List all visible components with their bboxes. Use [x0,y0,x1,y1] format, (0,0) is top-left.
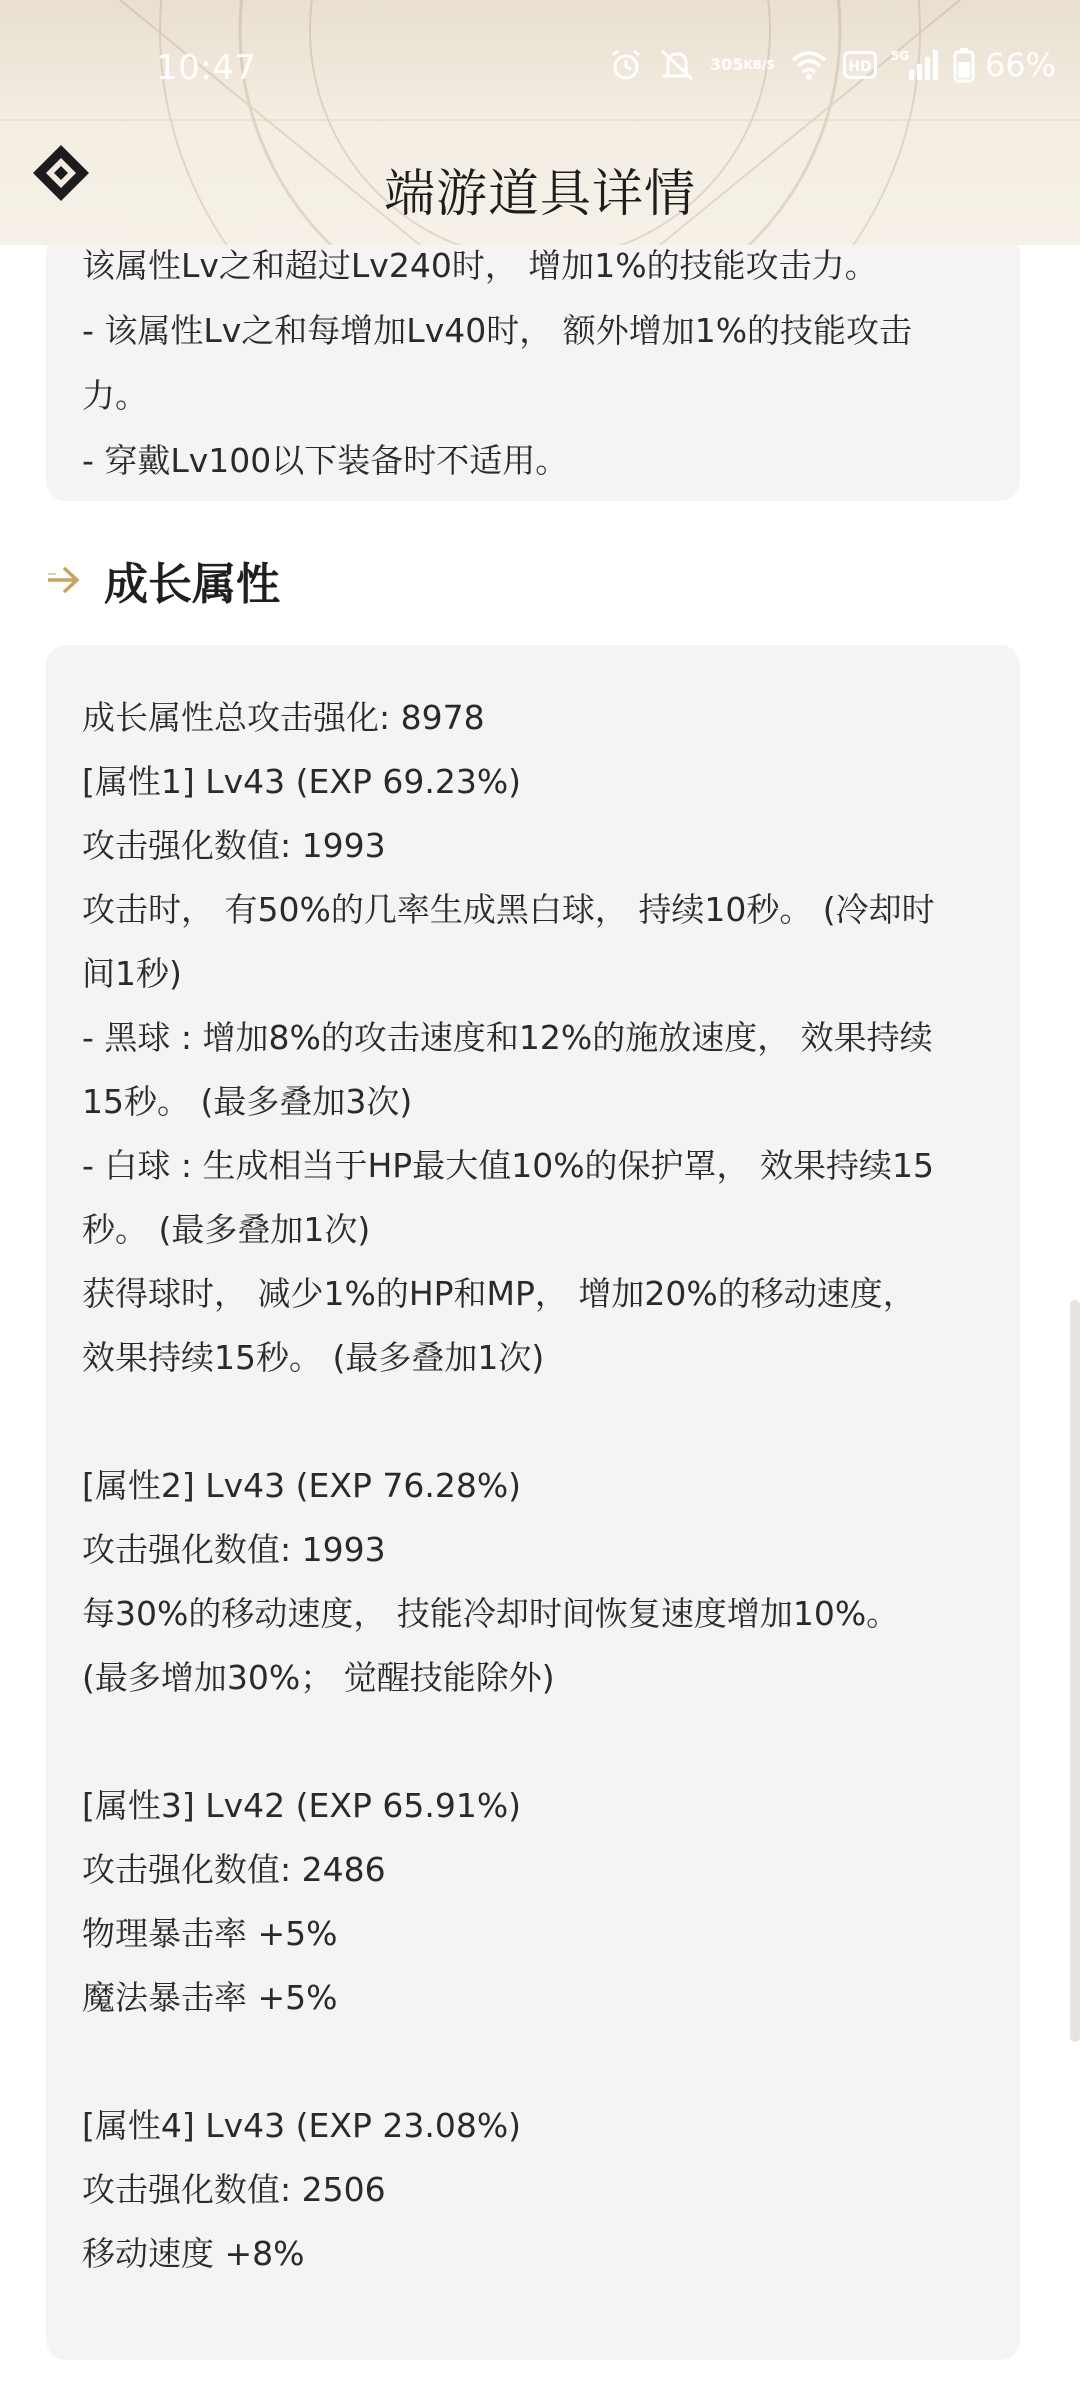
app-header [0,108,1080,245]
text-line: 力。 [82,376,148,415]
top-info-card [46,245,1020,501]
text-line: 间1秒) [82,954,182,993]
status-bar [0,0,1080,108]
arrow-right-icon [46,563,84,597]
text-line: 攻击强化数值: 2486 [82,1850,386,1889]
text-line: 移动速度 +8% [82,2234,305,2273]
status-icons [608,46,1056,84]
network-speed-unit: KB/S [743,57,775,72]
top-card-lines [82,245,982,493]
text-line: 获得球时， 减少1%的HP和MP， 增加20%的移动速度， [82,1274,916,1313]
text-line: 15秒。 (最多叠加3次) [82,1082,413,1121]
section-title: 成长属性 [104,559,280,610]
blank-line [82,2030,1002,2094]
scrollbar[interactable] [1070,1300,1080,2042]
mute-icon [658,47,696,83]
text-line: 成长属性总攻击强化: 8978 [82,698,485,737]
battery-icon [953,47,975,83]
text-line: [属性2] Lv43 (EXP 76.28%) [82,1466,522,1505]
signal-icon [891,48,939,82]
text-line: 该属性Lv之和超过Lv240时， 增加1%的技能攻击力。 [82,246,878,285]
wifi-icon [789,48,829,82]
detail-content[interactable] [0,245,1080,2400]
text-line: 攻击强化数值: 1993 [82,1530,386,1569]
text-line: - 穿戴Lv100以下装备时不适用。 [82,441,569,480]
hd-icon [843,51,877,79]
alarm-icon [608,47,644,83]
hd-label: HD [848,59,872,75]
text-line: 攻击时， 有50%的几率生成黑白球， 持续10秒。 (冷却时 [82,890,935,929]
network-label: 5G [890,49,910,63]
page-title: 端游道具详情 [383,165,696,224]
network-speed [710,57,775,73]
network-speed-value: 305 [709,55,744,74]
status-time: 10:47 [156,48,257,88]
text-line: 攻击强化数值: 2506 [82,2170,386,2209]
text-line: 效果持续15秒。 (最多叠加1次) [82,1338,545,1377]
text-line: 魔法暴击率 +5% [82,1978,338,2017]
text-line: 攻击强化数值: 1993 [82,826,386,865]
text-line: 每30%的移动速度， 技能冷却时间恢复速度增加10%。 [82,1594,900,1633]
growth-card-lines [82,686,1002,2286]
blank-line [82,1710,1002,1774]
text-line: [属性3] Lv42 (EXP 65.91%) [82,1786,522,1825]
battery-percent: 66% [984,46,1056,84]
text-line: (最多增加30%； 觉醒技能除外) [82,1658,555,1697]
growth-attributes-card [46,645,1020,2360]
text-line: - 该属性Lv之和每增加Lv40时， 额外增加1%的技能攻击 [82,311,913,350]
text-line: 物理暴击率 +5% [82,1914,338,1953]
text-line: [属性4] Lv43 (EXP 23.08%) [82,2106,522,2145]
text-line: 秒。 (最多叠加1次) [82,1210,371,1249]
text-line: - 白球 : 生成相当于HP最大值10%的保护罩， 效果持续15 [82,1146,935,1185]
blank-line [82,1390,1002,1454]
text-line: [属性1] Lv43 (EXP 69.23%) [82,762,522,801]
text-line: - 黑球 : 增加8%的攻击速度和12%的施放速度， 效果持续 [82,1018,933,1057]
growth-section-header [46,545,280,615]
